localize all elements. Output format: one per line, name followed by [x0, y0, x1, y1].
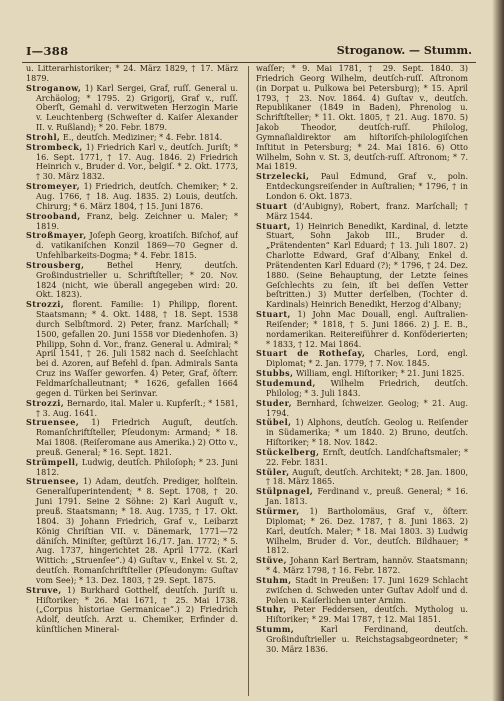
- entry-headword: Strozzi,: [26, 299, 65, 310]
- entry-text: Joſeph Georg, kroatiſch. Biſchof, auf d. vatikaniſchen Konzil 1869—70 Gegner d. Unfehlbarkeits-Dogma; * 4. Febr. 1815.: [36, 231, 238, 261]
- left-column: [26, 64, 238, 700]
- entry-headword: Stuart,: [256, 309, 291, 320]
- dictionary-entry: [26, 399, 238, 419]
- entry-text: Auguſt, deutſch. Architekt; * 28. Jan. 1800, † 18. März 1865.: [266, 467, 468, 487]
- entry-headword: Strzelecki,: [256, 171, 310, 182]
- dictionary-entry: [26, 477, 238, 585]
- entry-text: u. Litterarhistoriker; * 24. März 1829, † 17. März 1879.: [26, 64, 238, 83]
- dictionary-entry: [256, 605, 468, 625]
- dictionary-entry: [256, 468, 468, 488]
- entry-headword: Struensee,: [26, 476, 80, 487]
- dictionary-entry: [256, 64, 468, 172]
- entry-headword: Stubbs,: [256, 368, 294, 379]
- dictionary-entry: [26, 231, 238, 261]
- entry-headword: Studemund,: [256, 378, 316, 388]
- entry-text: Ernſt, deutſch. Landſchaftsmaler; * 22. Febr. 1831.: [266, 447, 468, 467]
- entry-headword: Strümpell,: [26, 456, 79, 467]
- entry-headword: Strooband,: [26, 210, 81, 221]
- entry-headword: Stromeyer,: [26, 181, 81, 192]
- entry-text: 1) Karl Sergei, Graf, ruſſ. General u. Archäolog; * 1795. 2) Grigorij, Graf v., ruſſ. Oberſt, Gemahl d. verwitweten Herzogin Marie v. Leuchtenberg (Schweſter d. Kaiſer Alexander II. v. Rußland); * 20. Febr. 1879.: [36, 83, 238, 133]
- dictionary-entry: [256, 576, 468, 606]
- entry-text: waſſer; * 9. Mai 1781, † 29. Sept. 1840. 3) Friedrich Georg Wilhelm, deutſch-ruſſ. Aſtronom (in Dorpat u. Pulkowa bei Petersburg); * 15. April 1793, † 23. Nov. 1864. 4) Guſtav v., deutſch. Republikaner (1849 in Baden), Phrenolog u. Schriftſteller; * 11. Okt. 1805, † 21. Aug. 1870. 5) Jakob Theodor, deutſch-ruſſ. Philolog, Gymnaſialdirektor am hiſtoriſch-philologiſchen Inſtitut in Petersburg; * 24. Mai 1816. 6) Otto Wilhelm, Sohn v. St. 3, deutſch-ruſſ. Aſtronom; * 7. Mai 1819.: [256, 64, 468, 172]
- dictionary-entry: [26, 64, 238, 84]
- entry-text: Stadt in Preußen: 17. Juni 1629 Schlacht zwiſchen d. Schweden unter Guſtav Adolf und d. Polen u. Kaiſerlichen unter Arnim.: [266, 575, 468, 605]
- entry-text: 1) Friedrich Auguſt, deutſch. Romanſchriftſteller, Pſeudonym: Armand; * 18. Mai 1808. (Reiſeromane aus Amerika.) 2) Otto v., preuß. General; * 16. Sept. 1821.: [36, 418, 238, 457]
- dictionary-entry: [26, 300, 238, 398]
- entry-headword: Strozzi,: [26, 397, 65, 408]
- dictionary-entry: [256, 222, 468, 311]
- dictionary-entry: [256, 487, 468, 507]
- entry-headword: Stüler,: [256, 466, 290, 477]
- dictionary-entry: [256, 172, 468, 202]
- entry-headword: Stroganow,: [26, 82, 82, 93]
- entry-headword: Studer,: [256, 397, 293, 408]
- entry-headword: Stuart de Rotheſay,: [256, 348, 366, 359]
- entry-headword: Strousberg,: [26, 259, 85, 270]
- entry-text: Bernhard, ſchweizer. Geolog; * 21. Aug. 1794.: [266, 398, 468, 418]
- dictionary-entry: [26, 212, 238, 232]
- binding-gutter: [492, 0, 504, 701]
- dictionary-entry: [26, 418, 238, 457]
- entry-headword: Strohl,: [26, 131, 61, 142]
- entry-text: Paul Edmund, Graf v., poln. Entdeckungsreiſender in Auſtralien; * 1796, † in London 6. Okt. 1873.: [266, 172, 468, 201]
- dictionary-entry: [26, 182, 238, 212]
- dictionary-entry: [256, 625, 468, 655]
- entry-text: Ferdinand v., preuß. General; * 16. Jan. 1813.: [266, 487, 468, 507]
- entry-headword: Stürmer,: [256, 505, 300, 516]
- dictionary-entry: [256, 556, 468, 576]
- entry-text: Johann Karl Bertram, hannöv. Staatsmann; * 4. März 1798, † 16. Febr. 1872.: [266, 556, 468, 576]
- right-column: [256, 64, 468, 700]
- page-header: [26, 44, 472, 60]
- dictionary-entry: [256, 310, 468, 349]
- entry-text: (d’Aubigny), Robert, franz. Marſchall; † März 1544.: [266, 201, 468, 221]
- running-head: Stroganow. — Stumm.: [336, 44, 472, 57]
- dictionary-entry: [26, 458, 238, 478]
- entry-text: 1) Friedrich Karl v., deutſch. Juriſt; * 16. Sept. 1771, † 17. Aug. 1846. 2) Friedrich Heinrich v., Bruder d. Vor., belgiſ. * 2. Okt. 1773, † 30. März 1832.: [36, 142, 238, 182]
- dictionary-entry: [26, 84, 238, 133]
- entry-headword: Stuart,: [256, 220, 291, 231]
- dictionary-entry: [26, 261, 238, 300]
- entry-text: 1) John Mac Douall, engl. Auſtralien-Reiſender; * 1818, † 5. Juni 1866. 2) J. E. B., nordamerikan. Reitereiführer d. Konföderierten; * 1833, † 12. Mai 1864.: [266, 310, 468, 349]
- dictionary-entry: [26, 143, 238, 182]
- entry-text: William, engl. Hiſtoriker; * 21. Juni 1825.: [296, 369, 465, 379]
- entry-headword: Strombeck,: [26, 141, 83, 152]
- entry-headword: Stuart: [256, 200, 288, 211]
- entry-text: 1) Heinrich Benedikt, Kardinal, d. letzte Stuart, Sohn Jakob III., Bruder d. „Prätendenten“ Karl Eduard; † 13. Juli 1807. 2) Charlotte Edward, Graf d’Albany, Enkel d. Prätendenten Karl Eduard (?); * 1796, † 24. Dez. 1880. (Seine Behauptung, der Letzte ſeines Geſchlechts zu ſein, iſt bei deſſen Vetter beſtritten.) 3) Mutter derſelben, (Tochter d. Kardinals) Heinrich Benedikt, Herzog d’Albany;: [266, 221, 468, 310]
- dictionary-entry: [256, 399, 468, 419]
- entry-text: Franz, belg. Zeichner u. Maler; * 1819.: [36, 211, 238, 231]
- entry-headword: Stülpnagel,: [256, 486, 314, 497]
- entry-headword: Stuhr,: [256, 604, 287, 615]
- entry-headword: Struve,: [26, 584, 62, 595]
- entry-text: Bethel Henry, deutſch. Großindustrieller u. Schriftſteller; * 20. Nov. 1824 (nicht, wie überall angegeben wird: 20. Okt. 1823).: [36, 260, 238, 300]
- entry-headword: Stuhm,: [256, 574, 292, 585]
- entry-text: 1) Alphons, deutſch. Geolog u. Reiſender in Südamerika; * um 1840. 2) Bruno, deutſch. Hiſtoriker; * 18. Nov. 1842.: [266, 418, 468, 448]
- dictionary-entry: [256, 507, 468, 556]
- entry-headword: Struensee,: [26, 417, 80, 428]
- entry-headword: Stückelberg,: [256, 446, 320, 457]
- entry-text: 1) Bartholomäus, Graf v., öſterr. Diplomat; * 26. Dez. 1787, † 8. Juni 1863. 2) Karl, deutſch. Maler; * 18. Mai 1803. 3) Ludwig Wilhelm, Bruder d. Vor., deutſch. Bildhauer; * 1812.: [266, 506, 468, 556]
- dictionary-entry: [256, 202, 468, 222]
- dictionary-entry: [256, 448, 468, 468]
- entry-headword: Stüve,: [256, 555, 287, 566]
- dictionary-entry: [256, 349, 468, 369]
- header-rule: [22, 62, 476, 63]
- entry-text: Ludwig, deutſch. Philoſoph; * 23. Juni 1812.: [36, 457, 238, 477]
- entry-headword: Stübel,: [256, 417, 292, 428]
- entry-text: Bernardo, ital. Maler u. Kupferſt.; * 1581, † 3. Aug. 1641.: [36, 398, 238, 418]
- entry-text: E., deutſch. Mediziner; * 4. Febr. 1814.: [62, 132, 223, 142]
- entry-text: Peter Feddersen, deutſch. Mytholog u. Hiſtoriker; * 29. Mai 1787, † 12. Mai 1851.: [266, 605, 468, 625]
- dictionary-entry: [256, 418, 468, 448]
- entry-text: 1) Adam, deutſch. Prediger, holſtein. Generalſuperintendent; * 8. Sept. 1708, † 20. Juni 1791. Seine 2 Söhne: 2) Karl Auguſt v., preuß. Staatsmann; * 18. Aug. 1735, † 17. Okt. 1804. 3) Johann Friedrich, Graf v., Leibarzt König Chriſtian VII. v. Dänemark, 1771—72 däniſch. Miniſter, geſtürzt 16./17. Jan. 1772; * 5. Aug. 1737, hingerichtet 28. April 1772. (Karl Wittich: „Struenſee“.) 4) Guſtav v., Enkel v. St. 2, deutſch. Romanſchriftſteller (Pſeudonym: Guſtav vom See); * 13. Dez. 1803, † 29. Sept. 1875.: [36, 477, 238, 585]
- entry-headword: Stumm,: [256, 624, 295, 635]
- page-number: I—388: [26, 44, 69, 58]
- column-divider: [248, 66, 249, 696]
- entry-text: florent. Familie: 1) Philipp, florent. Staatsmann; * 4. Okt. 1488, † 18. Sept. 1538 durch Selbſtmord. 2) Peter, franz. Marſchall; * 1500, gefallen 20. Juni 1558 vor Diedenhofen. 3) Philipp, Sohn d. Vor., franz. General u. Admiral; * April 1541, † 26. Juli 1582 nach d. Seeſchlacht bei d. Azoren, auf Befehl d. ſpan. Admirals Santa Cruz ins Waſſer geworfen. 4) Peter, Graf, öſterr. Feldmarſchalleutnant; * 1626, gefallen 1664 gegen d. Türken bei Serinvar.: [36, 300, 238, 398]
- entry-text: Karl Ferdinand, deutſch. Großinduſtrieller u. Reichstagsabgeordneter; * 30. März 1836.: [266, 625, 468, 654]
- entry-headword: Stroßmayer,: [26, 230, 87, 241]
- entry-text: 1) Burkhard Gotthelf, deutſch. Juriſt u. Hiſtoriker; * 26. Mai 1671, † 25. Mai 1738. („Corpus historiae Germanicae“.) 2) Friedrich Adolf, deutſch. Arzt u. Chemiker, Erfinder d. künſtlichen Mineral-: [36, 585, 238, 635]
- dictionary-entry: [26, 586, 238, 635]
- entry-text: Charles, Lord, engl. Diplomat; * 2. Jan. 1779, † 7. Nov. 1845.: [266, 349, 468, 369]
- dictionary-entry: [256, 379, 468, 399]
- entry-text: 1) Friedrich, deutſch. Chemiker; * 2. Aug. 1766, † 18. Aug. 1835. 2) Louis, deutſch. Chirurg; * 6. März 1804, † 15. Juni 1876.: [36, 182, 238, 211]
- entry-text: Wilhelm Friedrich, deutſch. Philolog; * 3. Juli 1843.: [266, 379, 468, 398]
